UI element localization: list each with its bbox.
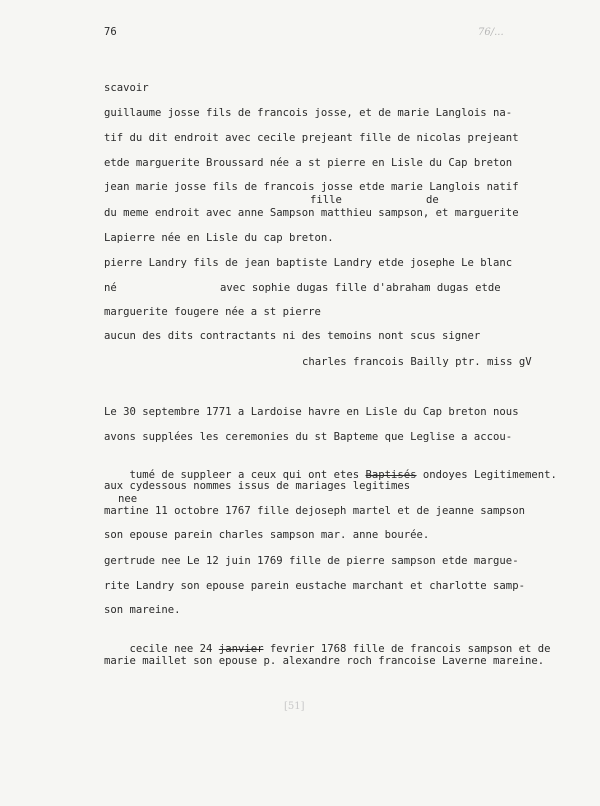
signature-line: charles francois Bailly ptr. miss gV: [302, 356, 532, 368]
interlinear-insert: nee: [118, 493, 138, 505]
text-line: Le 30 septembre 1771 a Lardoise havre en Lisle du Cap breton nous: [104, 406, 519, 418]
struck-word: janvier: [218, 643, 264, 655]
text-segment: ondoyes Legitimement.: [416, 469, 557, 481]
text-line: jean marie josse fils de francois josse etde marie Langlois natif: [104, 181, 519, 193]
text-line: etde marguerite Broussard née a st pierre en Lisle du Cap breton: [104, 157, 513, 169]
text-line: né: [104, 282, 117, 294]
archive-stamp: 76/...: [478, 27, 504, 38]
text-line: avec sophie dugas fille d'abraham dugas etde: [220, 282, 501, 294]
interlinear-insert: de: [426, 194, 439, 206]
text-line: gertrude nee Le 12 juin 1769 fille de pierre sampson etde margue-: [104, 555, 519, 567]
text-line: du meme endroit avec anne Sampson matthieu sampson, et marguerite: [104, 207, 519, 219]
text-segment: cecile nee 24: [129, 643, 219, 655]
text-line: marguerite fougere née a st pierre: [104, 306, 321, 318]
text-segment: fevrier 1768 fille de francois sampson et de: [263, 643, 551, 655]
text-line: son epouse parein charles sampson mar. anne bourée.: [104, 529, 430, 541]
page-number: 76: [104, 26, 117, 38]
text-line: aucun des dits contractants ni des temoins nont scus signer: [104, 330, 481, 342]
text-line: guillaume josse fils de francois josse, et de marie Langlois na-: [104, 107, 513, 119]
struck-word: Baptisés: [365, 469, 417, 481]
text-line: pierre Landry fils de jean baptiste Landry etde josephe Le blanc: [104, 257, 513, 269]
text-line: avons supplées les ceremonies du st Bapteme que Leglise a accou-: [104, 431, 513, 443]
text-line: Lapierre née en Lisle du cap breton.: [104, 232, 334, 244]
footer-stamp: [51]: [284, 701, 305, 712]
text-line: marie maillet son epouse p. alexandre roch francoise Laverne mareine.: [104, 655, 545, 667]
text-line: rite Landry son epouse parein eustache marchant et charlotte samp-: [104, 580, 525, 592]
text-line: aux cydessous nommes issus de mariages legitimes: [104, 480, 411, 492]
text-line: martine 11 octobre 1767 fille dejoseph martel et de jeanne sampson: [104, 505, 525, 517]
text-line: son mareine.: [104, 604, 181, 616]
text-segment: tumé de suppleer a ceux qui ont etes: [129, 469, 366, 481]
text-line: tif du dit endroit avec cecile prejeant fille de nicolas prejeant: [104, 132, 519, 144]
text-line: scavoir: [104, 82, 149, 94]
interlinear-insert: fille: [310, 194, 342, 206]
